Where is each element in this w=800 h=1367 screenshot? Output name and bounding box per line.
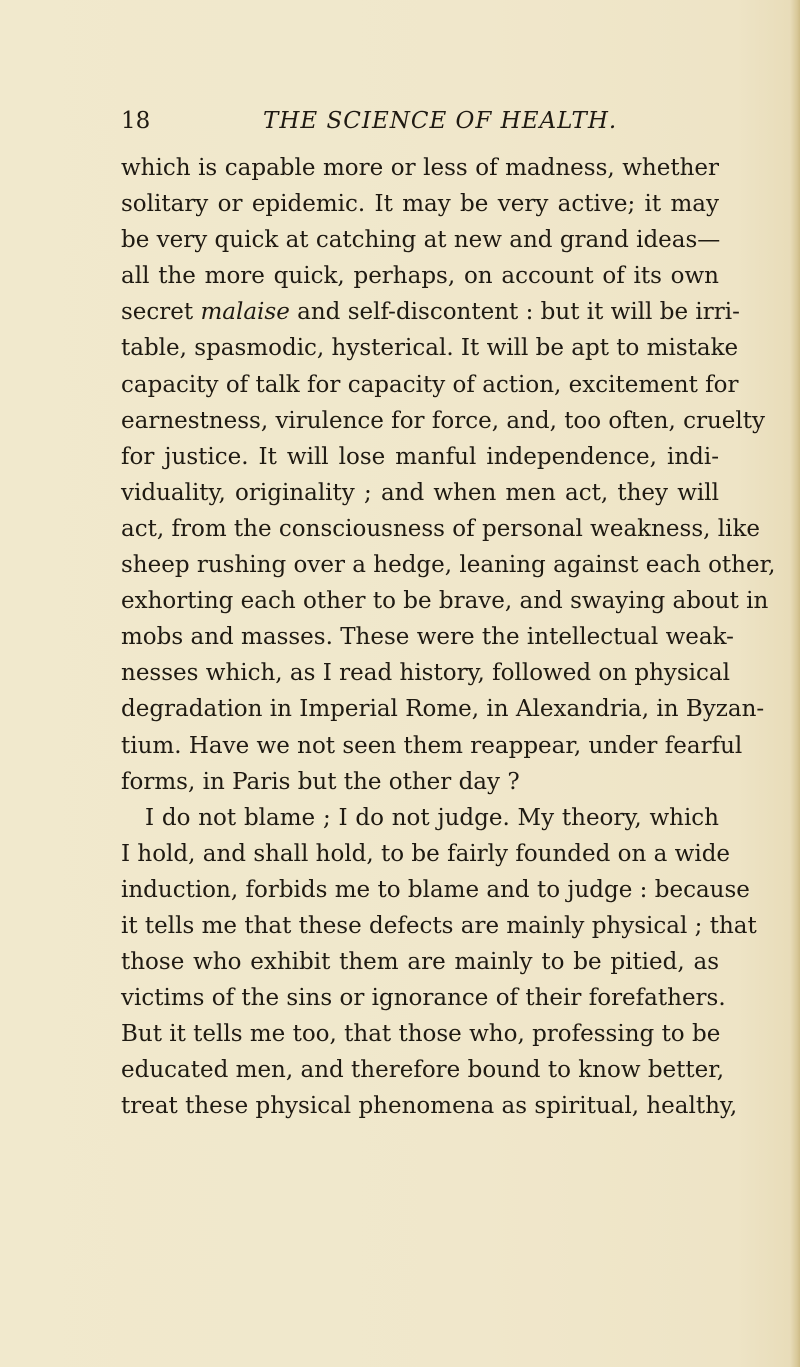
body-text	[121, 150, 776, 1125]
text-line: those who exhibit them are mainly to be pitied, as	[121, 949, 719, 976]
page-edge-shadow	[790, 0, 800, 1367]
text-line: act, from the consciousness of personal weakness, like	[121, 515, 761, 542]
running-head: THE SCIENCE OF HEALTH.	[263, 108, 618, 134]
text-line: nesses which, as I read history, followed on physical	[121, 660, 730, 687]
text-line: for justice. It will lose manful independence, indi-	[121, 443, 719, 470]
text-segment: secret	[121, 299, 194, 326]
text-segment: and self-discontent : but it will be irri-	[297, 299, 740, 326]
text-line: be very quick at catching at new and grand ideas—	[121, 227, 721, 254]
page-number: 18	[121, 108, 151, 134]
text-line: sheep rushing over a hedge, leaning against each other,	[121, 552, 776, 579]
text-line: table, spasmodic, hysterical. It will be apt to mistake	[121, 335, 739, 362]
text-line: capacity of talk for capacity of action, excitement for	[121, 371, 739, 398]
text-line: degradation in Imperial Rome, in Alexandria, in Byzan-	[121, 696, 765, 723]
text-line: solitary or epidemic. It may be very active; it may	[121, 191, 719, 218]
text-line: which is capable more or less of madness, whether	[121, 155, 719, 181]
text-line: viduality, originality ; and when men act, they will	[121, 479, 719, 506]
text-line: But it tells me too, that those who, professing to be	[121, 1021, 721, 1048]
text-line: mobs and masses. These were the intellectual weak-	[121, 624, 734, 651]
text-line: I do not blame ; I do not judge. My theory, which	[145, 804, 719, 831]
text-line: forms, in Paris but the other day ?	[121, 768, 520, 795]
italic-word: malaise	[200, 299, 290, 326]
text-line	[121, 294, 740, 330]
text-line: tium. Have we not seen them reappear, under fearful	[121, 732, 743, 759]
text-line: induction, forbids me to blame and to judge : because	[121, 876, 750, 903]
text-line: I hold, and shall hold, to be fairly founded on a wide	[121, 840, 731, 867]
text-line: exhorting each other to be brave, and swaying about in	[121, 588, 769, 615]
text-line: earnestness, virulence for force, and, too often, cruelty	[121, 407, 765, 434]
text-line: treat these physical phenomena as spiritual, healthy,	[121, 1093, 738, 1120]
text-line: educated men, and therefore bound to know better,	[121, 1057, 725, 1084]
text-line: victims of the sins or ignorance of their forefathers.	[121, 985, 726, 1012]
page-header	[121, 104, 719, 138]
text-line: it tells me that these defects are mainly physical ; that	[121, 912, 757, 939]
text-line: all the more quick, perhaps, on account of its own	[121, 263, 719, 290]
